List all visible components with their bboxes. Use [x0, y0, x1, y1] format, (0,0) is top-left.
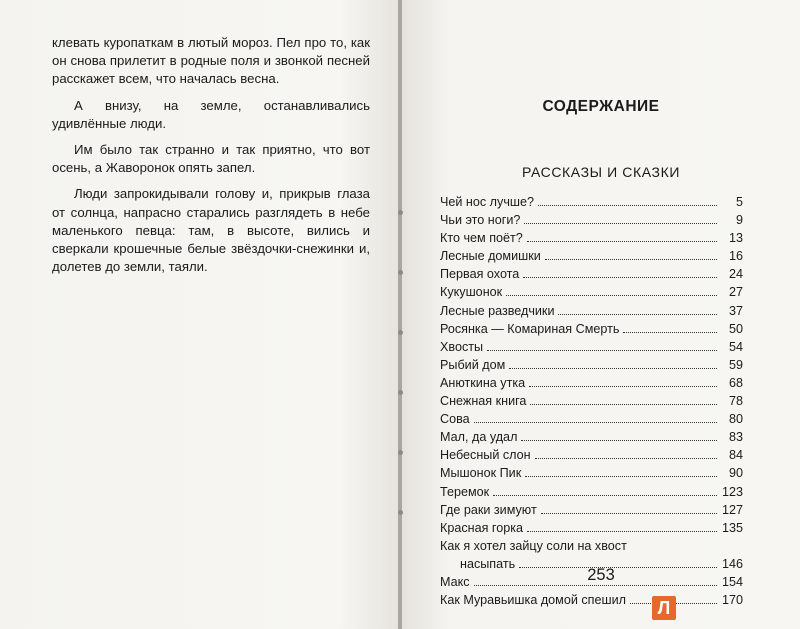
toc-title: Теремок: [440, 484, 490, 499]
binding-stitch: [398, 390, 403, 395]
toc-page: 68: [728, 375, 743, 390]
toc-leader: [509, 368, 717, 369]
toc-title: Лесные разведчики: [440, 303, 555, 318]
section-title: РАССКАЗЫ И СКАЗКИ: [522, 164, 680, 180]
toc-title: Мал, да удал: [440, 430, 518, 445]
toc-title: Как я хотел зайцу соли на хвост: [440, 538, 627, 553]
toc-title: Небесный слон: [440, 448, 531, 463]
toc-title: Рыбий дом: [440, 357, 506, 372]
binding-stitch: [398, 510, 403, 515]
toc-leader: [527, 241, 717, 242]
publisher-logo: Л: [652, 596, 676, 620]
toc-entry: [440, 193, 743, 211]
toc-title: Лесные домишки: [440, 249, 541, 264]
toc-entry: [440, 446, 743, 464]
toc-title: Чьи это ноги?: [440, 213, 521, 228]
toc-page: 27: [728, 285, 743, 300]
toc-entry: [440, 247, 743, 265]
binding-stitch: [398, 450, 403, 455]
table-of-contents: [440, 193, 743, 609]
story-paragraph: А внизу, на земле, останавливались удивлённые люди.: [52, 97, 370, 131]
toc-page: 5: [735, 195, 743, 209]
toc-leader: [538, 205, 717, 206]
toc-title: Где раки зимуют: [440, 502, 537, 517]
toc-leader: [487, 350, 717, 351]
toc-entry: [440, 229, 743, 247]
toc-title: Мышонок Пик: [440, 466, 522, 481]
toc-leader: [527, 531, 717, 532]
toc-leader: [474, 585, 717, 586]
toc-title: Как Муравьишка домой спешил: [440, 593, 626, 608]
toc-leader: [523, 277, 717, 278]
toc-entry: [440, 591, 743, 609]
toc-leader: [525, 476, 717, 477]
story-text: [52, 34, 370, 284]
story-paragraph: Люди запрокидывали голову и, прикрыв глаза от солнца, напрасно старались разглядеть в небе маленького певца: там, в высоте, вились и сверкали крошечные белые звёздочки-снежинки и, долетев до земли, таяли.: [52, 186, 370, 275]
toc-leader: [524, 223, 717, 224]
book-gutter: [398, 0, 402, 629]
toc-entry: [440, 428, 743, 446]
toc-page: 16: [728, 249, 743, 264]
binding-stitch: [398, 210, 403, 215]
toc-page: 59: [728, 357, 743, 372]
page-number: 253: [587, 566, 615, 584]
toc-entry: [440, 356, 743, 374]
toc-page: 83: [728, 430, 743, 445]
toc-entry: [440, 302, 743, 320]
toc-leader: [493, 495, 717, 496]
toc-entry: [440, 501, 743, 519]
toc-page: 154: [721, 574, 743, 589]
contents-heading: СОДЕРЖАНИЕ: [542, 98, 660, 115]
toc-page: 127: [721, 502, 743, 517]
story-paragraph: Им было так странно и так приятно, что вот осень, а Жаворонок опять запел.: [52, 142, 370, 176]
story-paragraph: клевать куропаткам в лютый мороз. Пел про то, как он снова прилетит в родные поля и звонкой песней расскажет всем, что началась весна.: [52, 35, 370, 87]
toc-title: Анюткина утка: [440, 375, 526, 390]
toc-page: 135: [721, 520, 743, 535]
toc-page: 84: [728, 448, 743, 463]
toc-title: Хвосты: [440, 339, 484, 354]
toc-leader: [474, 422, 717, 423]
toc-entry: [440, 410, 743, 428]
toc-entry: [440, 265, 743, 283]
toc-entry: [440, 320, 743, 338]
toc-leader: [530, 404, 717, 405]
toc-page: 78: [728, 394, 743, 409]
toc-entry: [440, 392, 743, 410]
toc-page: 50: [728, 321, 743, 336]
toc-entry: [440, 483, 743, 501]
toc-title: Чей нос лучше?: [440, 195, 535, 209]
toc-page: 90: [728, 466, 743, 481]
toc-page: 123: [721, 484, 743, 499]
toc-title: Первая охота: [440, 267, 520, 282]
toc-entry: [440, 283, 743, 301]
toc-entry: [440, 211, 743, 229]
toc-page: 9: [735, 213, 743, 228]
toc-entry: [440, 338, 743, 356]
toc-entry: [440, 519, 743, 537]
toc-page: 170: [721, 593, 743, 608]
toc-title: Росянка — Комариная Смерть: [440, 321, 620, 336]
toc-leader: [521, 440, 717, 441]
toc-title-continued: насыпать: [460, 556, 516, 571]
toc-page: 24: [728, 267, 743, 282]
toc-page: 54: [728, 339, 743, 354]
toc-title: Красная горка: [440, 520, 524, 535]
toc-leader: [529, 386, 717, 387]
toc-page: 37: [728, 303, 743, 318]
binding-stitch: [398, 270, 403, 275]
toc-title: Снежная книга: [440, 394, 527, 409]
toc-leader: [535, 458, 717, 459]
toc-title: Кукушонок: [440, 285, 503, 300]
toc-leader: [506, 295, 717, 296]
toc-leader: [545, 259, 717, 260]
toc-leader: [623, 332, 717, 333]
toc-page: 13: [728, 231, 743, 246]
toc-leader: [541, 513, 717, 514]
toc-entry: [440, 374, 743, 392]
toc-page: 146: [721, 556, 743, 571]
toc-page: 80: [728, 412, 743, 427]
toc-title: Кто чем поёт?: [440, 231, 523, 246]
toc-leader: [558, 314, 717, 315]
toc-entry: [440, 464, 743, 482]
binding-stitch: [398, 330, 403, 335]
toc-title: Макс: [440, 574, 470, 589]
toc-title: Сова: [440, 412, 470, 427]
